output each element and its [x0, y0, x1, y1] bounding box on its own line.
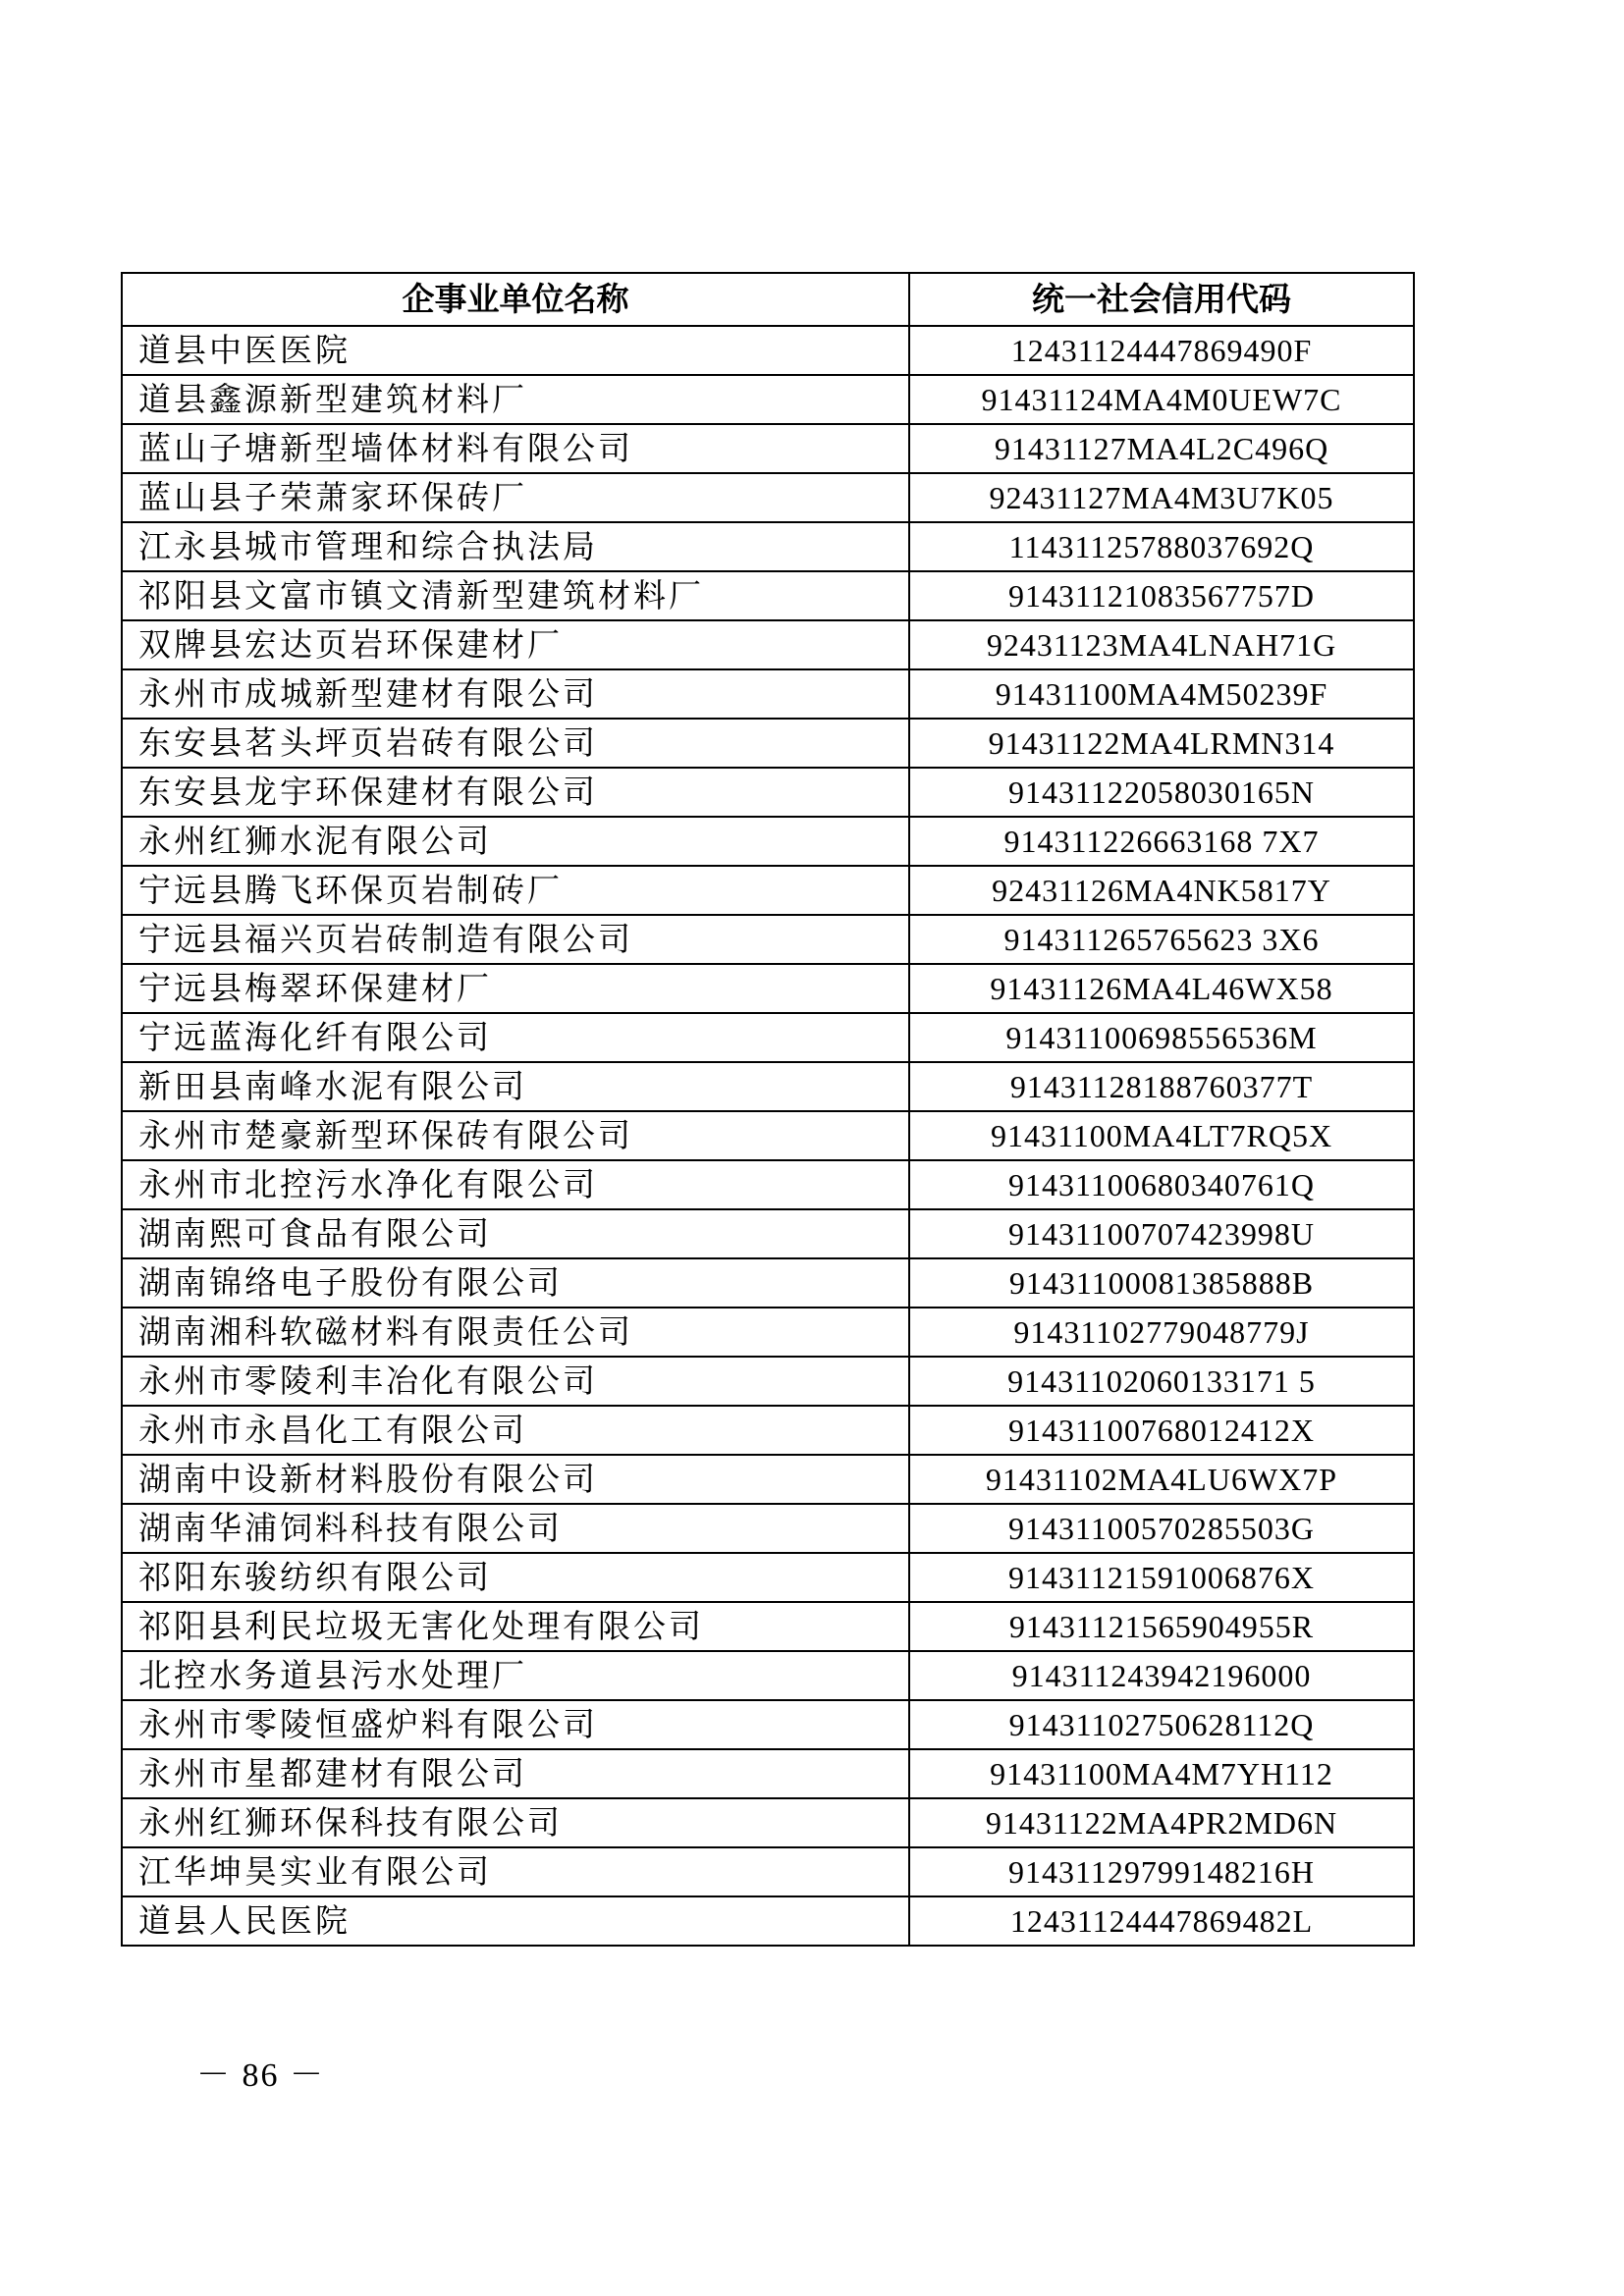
table-row: [122, 817, 1414, 866]
table-row: [122, 1847, 1414, 1896]
organization-name-cell: 永州市零陵恒盛炉料有限公司: [122, 1700, 909, 1749]
organization-name-cell: 新田县南峰水泥有限公司: [122, 1062, 909, 1111]
organization-name-cell: 湖南华浦饲料科技有限公司: [122, 1504, 909, 1553]
table-row: [122, 719, 1414, 768]
table-row: [122, 1160, 1414, 1209]
organization-name-cell: 蓝山子塘新型墙体材料有限公司: [122, 424, 909, 473]
organization-name-cell: 湖南中设新材料股份有限公司: [122, 1455, 909, 1504]
organization-name-cell: 祁阳东骏纺织有限公司: [122, 1553, 909, 1602]
table-row: [122, 522, 1414, 571]
organization-name-cell: 永州市零陵利丰冶化有限公司: [122, 1357, 909, 1406]
organization-name-cell: 蓝山县子荣萧家环保砖厂: [122, 473, 909, 522]
credit-code-cell: 91431100768012412X: [909, 1406, 1414, 1455]
credit-code-cell: 914311243942196000: [909, 1651, 1414, 1700]
table-row: [122, 1455, 1414, 1504]
credit-code-cell: 91431100680340761Q: [909, 1160, 1414, 1209]
credit-code-cell: 91431121083567757D: [909, 571, 1414, 620]
credit-code-cell: 91431100698556536M: [909, 1013, 1414, 1062]
organization-name-cell: 双牌县宏达页岩环保建材厂: [122, 620, 909, 669]
credit-code-cell: 91431121565904955R: [909, 1602, 1414, 1651]
table-row: [122, 1308, 1414, 1357]
organization-name-cell: 湖南湘科软磁材料有限责任公司: [122, 1308, 909, 1357]
organization-name-cell: 东安县茗头坪页岩砖有限公司: [122, 719, 909, 768]
table-row: [122, 1111, 1414, 1160]
organization-name-cell: 永州市永昌化工有限公司: [122, 1406, 909, 1455]
credit-code-table: [121, 272, 1415, 1947]
organization-name-cell: 宁远县腾飞环保页岩制砖厂: [122, 866, 909, 915]
header-credit-code: 统一社会信用代码: [909, 273, 1414, 326]
table-row: [122, 1504, 1414, 1553]
table-row: [122, 1258, 1414, 1308]
table-row: [122, 1651, 1414, 1700]
credit-code-cell: 91431102MA4LU6WX7P: [909, 1455, 1414, 1504]
table-row: [122, 620, 1414, 669]
table-row: [122, 1062, 1414, 1111]
organization-name-cell: 道县人民医院: [122, 1896, 909, 1946]
credit-code-cell: 11431125788037692Q: [909, 522, 1414, 571]
credit-code-cell: 91431100570285503G: [909, 1504, 1414, 1553]
credit-code-cell: 91431122MA4LRMN314: [909, 719, 1414, 768]
table-row: [122, 669, 1414, 719]
organization-name-cell: 宁远县福兴页岩砖制造有限公司: [122, 915, 909, 964]
table-row: [122, 1406, 1414, 1455]
organization-name-cell: 永州市星都建材有限公司: [122, 1749, 909, 1798]
credit-code-cell: 91431128188760377T: [909, 1062, 1414, 1111]
credit-code-cell: 92431126MA4NK5817Y: [909, 866, 1414, 915]
table-row: [122, 375, 1414, 424]
organization-name-cell: 永州红狮环保科技有限公司: [122, 1798, 909, 1847]
table-row: [122, 1700, 1414, 1749]
organization-name-cell: 道县中医医院: [122, 326, 909, 375]
credit-code-cell: 91431121591006876X: [909, 1553, 1414, 1602]
organization-name-cell: 道县鑫源新型建筑材料厂: [122, 375, 909, 424]
table-row: [122, 1013, 1414, 1062]
table-row: [122, 915, 1414, 964]
organization-name-cell: 永州市成城新型建材有限公司: [122, 669, 909, 719]
credit-code-cell: 91431100081385888B: [909, 1258, 1414, 1308]
organization-name-cell: 东安县龙宇环保建材有限公司: [122, 768, 909, 817]
table-row: [122, 1749, 1414, 1798]
organization-name-cell: 北控水务道县污水处理厂: [122, 1651, 909, 1700]
credit-code-cell: 91431102779048779J: [909, 1308, 1414, 1357]
table-row: [122, 1602, 1414, 1651]
credit-code-cell: 92431127MA4M3U7K05: [909, 473, 1414, 522]
credit-code-cell: 91431124MA4M0UEW7C: [909, 375, 1414, 424]
table-row: [122, 326, 1414, 375]
credit-code-cell: 91431129799148216H: [909, 1847, 1414, 1896]
credit-code-cell: 12431124447869490F: [909, 326, 1414, 375]
table-row: [122, 1357, 1414, 1406]
credit-code-cell: 12431124447869482L: [909, 1896, 1414, 1946]
credit-code-cell: 91431100MA4LT7RQ5X: [909, 1111, 1414, 1160]
organization-name-cell: 宁远蓝海化纤有限公司: [122, 1013, 909, 1062]
credit-code-cell: 91431100MA4M50239F: [909, 669, 1414, 719]
organization-name-cell: 永州红狮水泥有限公司: [122, 817, 909, 866]
organization-name-cell: 湖南熙可食品有限公司: [122, 1209, 909, 1258]
table-row: [122, 1798, 1414, 1847]
credit-code-cell: 91431122058030165N: [909, 768, 1414, 817]
table-body: [122, 326, 1414, 1946]
credit-code-cell: 91431100707423998U: [909, 1209, 1414, 1258]
organization-name-cell: 湖南锦络电子股份有限公司: [122, 1258, 909, 1308]
table-row: [122, 1209, 1414, 1258]
organization-name-cell: 江永县城市管理和综合执法局: [122, 522, 909, 571]
table-row: [122, 571, 1414, 620]
credit-code-cell: 91431122MA4PR2MD6N: [909, 1798, 1414, 1847]
organization-name-cell: 江华坤昊实业有限公司: [122, 1847, 909, 1896]
credit-code-cell: 92431123MA4LNAH71G: [909, 620, 1414, 669]
credit-code-cell: 91431100MA4M7YH112: [909, 1749, 1414, 1798]
credit-code-cell: 914311226663168 7X7: [909, 817, 1414, 866]
organization-name-cell: 祁阳县文富市镇文清新型建筑材料厂: [122, 571, 909, 620]
credit-code-cell: 91431102750628112Q: [909, 1700, 1414, 1749]
table-row: [122, 768, 1414, 817]
credit-code-cell: 914311265765623 3X6: [909, 915, 1414, 964]
table-row: [122, 866, 1414, 915]
credit-code-cell: 91431102060133171 5: [909, 1357, 1414, 1406]
table-row: [122, 964, 1414, 1013]
organization-name-cell: 宁远县梅翠环保建材厂: [122, 964, 909, 1013]
table-row: [122, 424, 1414, 473]
table-header-row: [122, 273, 1414, 326]
header-organization-name: 企事业单位名称: [122, 273, 909, 326]
table-row: [122, 1553, 1414, 1602]
credit-code-cell: 91431126MA4L46WX58: [909, 964, 1414, 1013]
page-number: － 86 －: [196, 2057, 325, 2094]
organization-name-cell: 祁阳县利民垃圾无害化处理有限公司: [122, 1602, 909, 1651]
table-row: [122, 1896, 1414, 1946]
table-row: [122, 473, 1414, 522]
organization-name-cell: 永州市楚豪新型环保砖有限公司: [122, 1111, 909, 1160]
credit-code-cell: 91431127MA4L2C496Q: [909, 424, 1414, 473]
organization-name-cell: 永州市北控污水净化有限公司: [122, 1160, 909, 1209]
